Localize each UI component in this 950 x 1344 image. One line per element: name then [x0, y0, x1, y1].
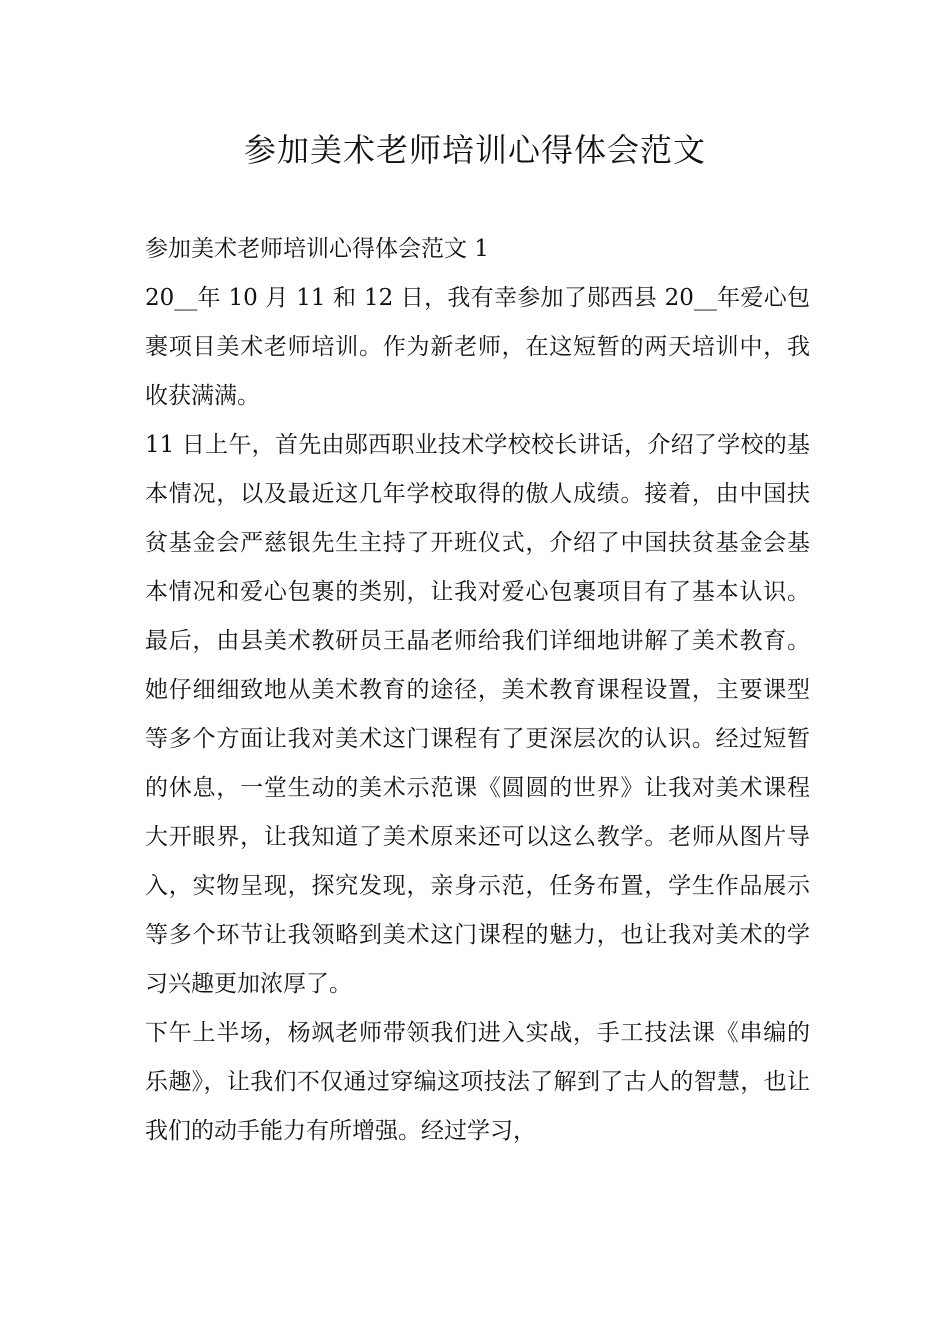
paragraph-1: 20__年 10 月 11 和 12 日，我有幸参加了郧西县 20__年爱心包裹项目美术老师培训。作为新老师，在这短暂的两天培训中，我收获满满。	[145, 285, 810, 409]
paragraph-3: 下午上半场，杨飒老师带领我们进入实战，手工技法课《串编的乐趣》，让我们不仅通过穿编这项技法了解到了古人的智慧，也让我们的动手能力有所增强。经过学习，	[145, 1020, 810, 1144]
document-title: 参加美术老师培训心得体会范文	[243, 131, 706, 169]
document-body	[145, 224, 810, 1156]
paragraph-2: 11 日上午，首先由郧西职业技术学校校长讲话，介绍了学校的基本情况，以及最近这几年学校取得的傲人成绩。接着，由中国扶贫基金会严慈银先生主持了开班仪式，介绍了中国扶贫基金会基本情况和爱心包裹的类别，让我对爱心包裹项目有了基本认识。最后，由县美术教研员王晶老师给我们详细地讲解了美术教育。她仔细细致地从美术教育的途径，美术教育课程设置，主要课型等多个方面让我对美术这门课程有了更深层次的认识。经过短暂的休息，一堂生动的美术示范课《圆圆的世界》让我对美术课程大开眼界，让我知道了美术原来还可以这么教学。老师从图片导入，实物呈现，探究发现，亲身示范，任务布置，学生作品展示等多个环节让我领略到美术这门课程的魅力，也让我对美术的学习兴趣更加浓厚了。	[145, 432, 810, 997]
section-heading: 参加美术老师培训心得体会范文 1	[145, 236, 489, 262]
